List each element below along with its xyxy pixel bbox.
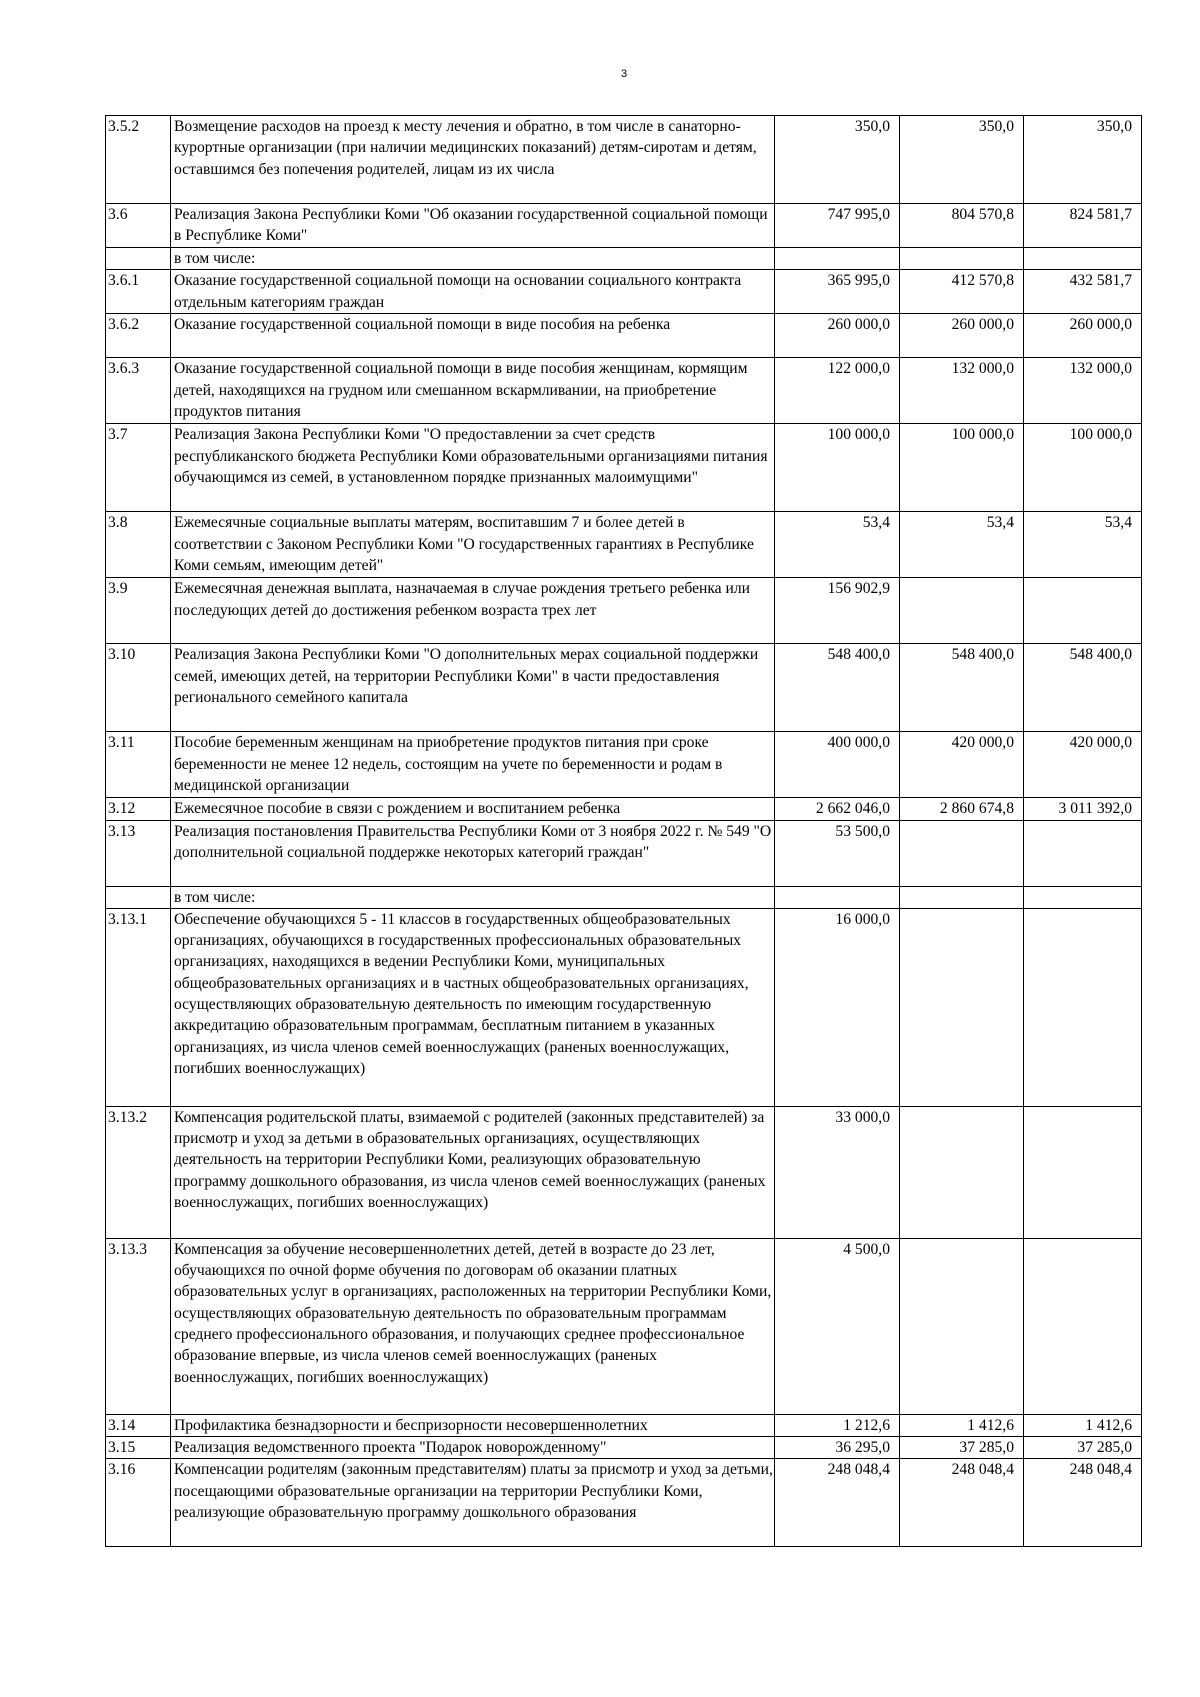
row-code <box>106 248 171 270</box>
row-value-2: 350,0 <box>900 116 1024 204</box>
row-value-2 <box>900 578 1024 644</box>
row-value-1: 747 995,0 <box>775 204 900 248</box>
row-value-1: 350,0 <box>775 116 900 204</box>
table-row <box>106 204 1142 248</box>
row-value-2: 53,4 <box>900 512 1024 578</box>
row-value-2: 412 570,8 <box>900 270 1024 314</box>
row-code: 3.6 <box>106 204 171 248</box>
row-code: 3.6.2 <box>106 314 171 358</box>
row-value-2: 1 412,6 <box>900 1414 1024 1436</box>
table-row <box>106 512 1142 578</box>
row-value-2 <box>900 248 1024 270</box>
table-row <box>106 1414 1142 1436</box>
row-description: Компенсации родителям (законным представителям) платы за присмотр и уход за детьми, посещающими образовательные организации на территории Республики Коми, реализующие образовательную программу дошкольного образования <box>171 1459 775 1547</box>
row-value-2: 37 285,0 <box>900 1437 1024 1459</box>
row-value-1: 248 048,4 <box>775 1459 900 1547</box>
table-row <box>106 248 1142 270</box>
row-code: 3.14 <box>106 1414 171 1436</box>
row-description: Пособие беременным женщинам на приобретение продуктов питания при сроке беременности не менее 12 недель, состоящим на учете по беременности и родам в медицинской организации <box>171 732 775 798</box>
row-code: 3.9 <box>106 578 171 644</box>
row-description: Ежемесячная денежная выплата, назначаемая в случае рождения третьего ребенка или последующих детей до достижения ребенком возраста трех лет <box>171 578 775 644</box>
table-row <box>106 1437 1142 1459</box>
table-row <box>106 270 1142 314</box>
row-value-1: 400 000,0 <box>775 732 900 798</box>
row-value-2: 2 860 674,8 <box>900 798 1024 820</box>
row-value-1 <box>775 248 900 270</box>
row-value-2: 420 000,0 <box>900 732 1024 798</box>
row-code: 3.6.1 <box>106 270 171 314</box>
row-code: 3.13.2 <box>106 1106 171 1238</box>
row-value-2 <box>900 908 1024 1106</box>
row-value-2: 248 048,4 <box>900 1459 1024 1547</box>
row-value-2 <box>900 1238 1024 1414</box>
row-description: в том числе: <box>171 886 775 908</box>
row-description: Оказание государственной социальной помощи в виде пособия женщинам, кормящим детей, находящихся на грудном или смешанном вскармливании, на приобретение продуктов питания <box>171 358 775 424</box>
row-value-1: 100 000,0 <box>775 424 900 512</box>
row-value-1: 33 000,0 <box>775 1106 900 1238</box>
row-value-1 <box>775 886 900 908</box>
row-value-2 <box>900 886 1024 908</box>
row-value-3: 260 000,0 <box>1024 314 1142 358</box>
row-value-1: 4 500,0 <box>775 1238 900 1414</box>
table-row <box>106 314 1142 358</box>
row-description: Оказание государственной социальной помощи в виде пособия на ребенка <box>171 314 775 358</box>
row-description: Компенсация за обучение несовершеннолетних детей, детей в возрасте до 23 лет, обучающихся по очной форме обучения по договорам об оказании платных образовательных услуг в организациях, расположенных на территории Республики Коми, осуществляющих образовательную деятельность по образовательным программам среднего профессионального образования, и получающих среднее профессиональное образование впервые, из числа членов семей военнослужащих (раненых военнослужащих, погибших военнослужащих) <box>171 1238 775 1414</box>
row-value-2 <box>900 1106 1024 1238</box>
row-value-3: 132 000,0 <box>1024 358 1142 424</box>
row-value-2: 260 000,0 <box>900 314 1024 358</box>
row-value-3 <box>1024 248 1142 270</box>
row-code: 3.16 <box>106 1459 171 1547</box>
row-value-3: 100 000,0 <box>1024 424 1142 512</box>
table-row <box>106 578 1142 644</box>
table-row <box>106 424 1142 512</box>
table-row <box>106 116 1142 204</box>
row-value-3: 1 412,6 <box>1024 1414 1142 1436</box>
row-value-1: 2 662 046,0 <box>775 798 900 820</box>
row-value-1: 548 400,0 <box>775 644 900 732</box>
row-value-3: 37 285,0 <box>1024 1437 1142 1459</box>
row-code: 3.10 <box>106 644 171 732</box>
row-value-1: 122 000,0 <box>775 358 900 424</box>
row-description: Ежемесячные социальные выплаты матерям, воспитавшим 7 и более детей в соответствии с Законом Республики Коми "О государственных гарантиях в Республике Коми семьям, имеющим детей" <box>171 512 775 578</box>
row-description: Компенсация родительской платы, взимаемой с родителей (законных представителей) за присмотр и уход за детьми в образовательных организациях, осуществляющих деятельность на территории Республики Коми, реализующих образовательную программу дошкольного образования, из числа членов семей военнослужащих (раненых военнослужащих, погибших военнослужащих) <box>171 1106 775 1238</box>
row-code: 3.15 <box>106 1437 171 1459</box>
row-code: 3.13.3 <box>106 1238 171 1414</box>
table-row <box>106 1106 1142 1238</box>
table-row <box>106 644 1142 732</box>
row-value-3: 248 048,4 <box>1024 1459 1142 1547</box>
row-description: Реализация Закона Республики Коми "О предоставлении за счет средств республиканского бюджета Республики Коми образовательными организациями питания обучающимся из семей, в установленном порядке признанных малоимущими" <box>171 424 775 512</box>
row-description: Оказание государственной социальной помощи на основании социального контракта отдельным категориям граждан <box>171 270 775 314</box>
row-value-3 <box>1024 1238 1142 1414</box>
row-value-3 <box>1024 820 1142 886</box>
row-code: 3.6.3 <box>106 358 171 424</box>
table-row <box>106 358 1142 424</box>
table-row <box>106 886 1142 908</box>
row-value-1: 53,4 <box>775 512 900 578</box>
row-value-2: 804 570,8 <box>900 204 1024 248</box>
row-value-3: 548 400,0 <box>1024 644 1142 732</box>
row-value-3 <box>1024 578 1142 644</box>
row-description: Реализация Закона Республики Коми "О дополнительных мерах социальной поддержки семей, имеющих детей, на территории Республики Коми" в части предоставления регионального семейного капитала <box>171 644 775 732</box>
row-value-3: 350,0 <box>1024 116 1142 204</box>
table-row <box>106 1238 1142 1414</box>
table-row <box>106 732 1142 798</box>
row-value-3: 432 581,7 <box>1024 270 1142 314</box>
row-value-1: 365 995,0 <box>775 270 900 314</box>
row-code: 3.12 <box>106 798 171 820</box>
row-value-1: 53 500,0 <box>775 820 900 886</box>
row-code: 3.5.2 <box>106 116 171 204</box>
row-value-1: 156 902,9 <box>775 578 900 644</box>
row-value-3: 3 011 392,0 <box>1024 798 1142 820</box>
row-code <box>106 886 171 908</box>
table-row <box>106 908 1142 1106</box>
row-value-3: 420 000,0 <box>1024 732 1142 798</box>
row-value-1: 16 000,0 <box>775 908 900 1106</box>
row-value-2: 100 000,0 <box>900 424 1024 512</box>
table-row <box>106 820 1142 886</box>
page-number: 3 <box>620 68 628 80</box>
row-value-3: 824 581,7 <box>1024 204 1142 248</box>
row-value-3 <box>1024 908 1142 1106</box>
row-value-2: 548 400,0 <box>900 644 1024 732</box>
row-description: Ежемесячное пособие в связи с рождением и воспитанием ребенка <box>171 798 775 820</box>
row-code: 3.13 <box>106 820 171 886</box>
row-value-1: 260 000,0 <box>775 314 900 358</box>
row-description: в том числе: <box>171 248 775 270</box>
row-code: 3.13.1 <box>106 908 171 1106</box>
row-description: Обеспечение обучающихся 5 - 11 классов в государственных общеобразовательных организациях, обучающихся в государственных профессиональных образовательных организациях, находящихся в ведении Республики Коми, муниципальных общеобразовательных организациях и в частных общеобразовательных организациях, осуществляющих образовательную деятельность по имеющим государственную аккредитацию образовательным программам, бесплатным питанием в указанных организациях, из числа членов семей военнослужащих (раненых военнослужащих, погибших военнослужащих) <box>171 908 775 1106</box>
budget-table-body <box>106 116 1142 1547</box>
row-description: Реализация Закона Республики Коми "Об оказании государственной социальной помощи в Республике Коми" <box>171 204 775 248</box>
row-description: Реализация постановления Правительства Республики Коми от 3 ноября 2022 г. № 549 "О дополнительной социальной поддержке некоторых категорий граждан" <box>171 820 775 886</box>
row-code: 3.8 <box>106 512 171 578</box>
row-value-3: 53,4 <box>1024 512 1142 578</box>
row-value-1: 1 212,6 <box>775 1414 900 1436</box>
row-value-3 <box>1024 886 1142 908</box>
row-description: Реализация ведомственного проекта "Подарок новорожденному" <box>171 1437 775 1459</box>
row-value-2 <box>900 820 1024 886</box>
row-value-1: 36 295,0 <box>775 1437 900 1459</box>
row-code: 3.11 <box>106 732 171 798</box>
row-value-3 <box>1024 1106 1142 1238</box>
row-value-2: 132 000,0 <box>900 358 1024 424</box>
row-code: 3.7 <box>106 424 171 512</box>
row-description: Профилактика безнадзорности и беспризорности несовершеннолетних <box>171 1414 775 1436</box>
table-row <box>106 1459 1142 1547</box>
row-description: Возмещение расходов на проезд к месту лечения и обратно, в том числе в санаторно-курортные организации (при наличии медицинских показаний) детям-сиротам и детям, оставшимся без попечения родителей, лицам из их числа <box>171 116 775 204</box>
budget-table <box>105 115 1142 1547</box>
table-row <box>106 798 1142 820</box>
